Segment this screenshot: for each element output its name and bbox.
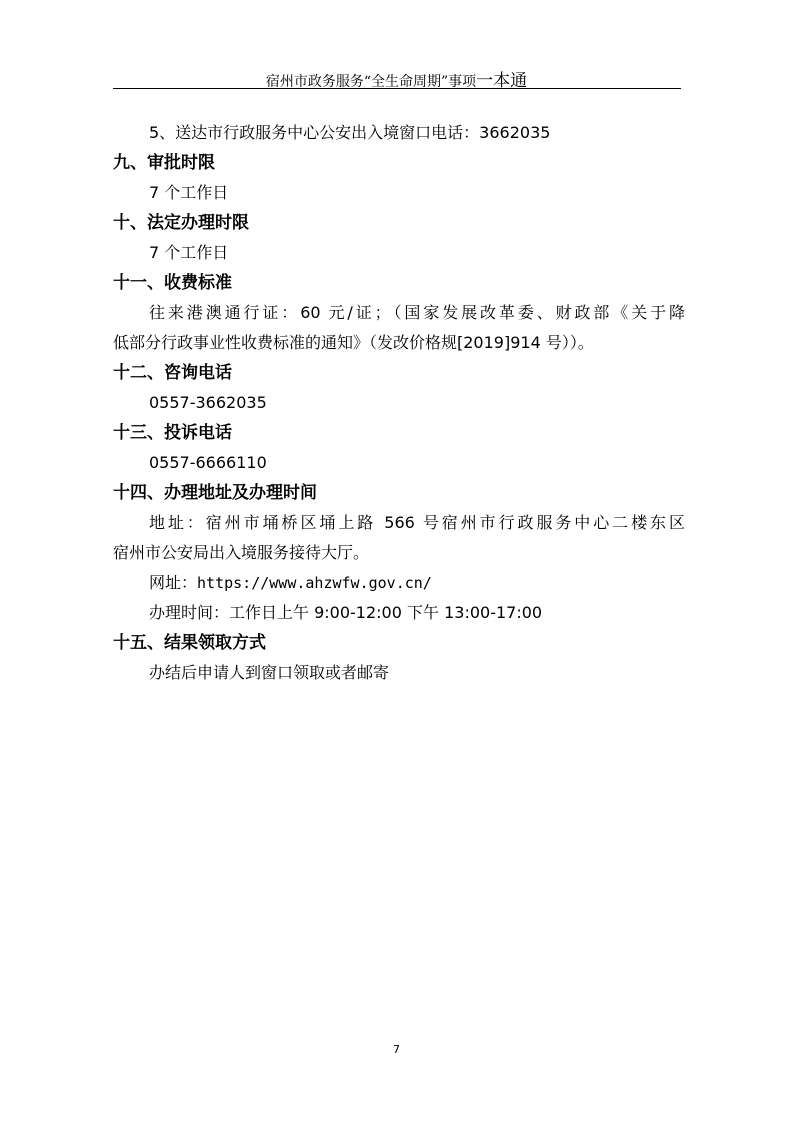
website-label: 网址：: [149, 573, 198, 592]
address-line1: 地址：宿州市埇桥区埇上路 566 号宿州市行政服务中心二楼东区: [149, 513, 685, 532]
header-divider: [113, 88, 681, 89]
fee-text-line1: 往来港澳通行证：60 元/证；（国家发展改革委、财政部《关于降: [149, 303, 685, 322]
send-contact-line: 5、送达市行政服务中心公安出入境窗口电话：3662035: [149, 123, 551, 142]
section-fee-heading: 十一、收费标准: [113, 273, 232, 293]
header-title: 宿州市政务服务“全生命周期”事项: [265, 74, 477, 90]
page-number: 7: [393, 1043, 400, 1056]
hours-line: [113, 598, 685, 628]
hours-text: 工作日上午 9:00-12:00 下午 13:00-17:00: [229, 603, 543, 622]
fee-text-line2: 低部分行政事业性收费标准的通知》（发改价格规[2019]914 号））。: [113, 333, 594, 352]
document-body: [113, 118, 685, 688]
complaint-phone: 0557-6666110: [149, 453, 267, 472]
address-line2: 宿州市公安局出入境服务接待大厅。: [113, 543, 370, 562]
section-result-pickup-heading: 十五、结果领取方式: [113, 633, 266, 653]
website-line: [113, 568, 685, 598]
approval-time-text: 7 个工作日: [149, 183, 229, 202]
legal-time-text: 7 个工作日: [149, 243, 229, 262]
section-approval-time-heading: 九、审批时限: [113, 153, 215, 173]
website-link[interactable]: https://www.ahzwfw.gov.cn/: [197, 574, 432, 592]
section-legal-time-heading: 十、法定办理时限: [113, 213, 249, 233]
header-title-suffix: 一本通: [476, 71, 528, 91]
inquiry-phone: 0557-3662035: [149, 393, 267, 412]
hours-label: 办理时间：: [149, 603, 230, 622]
section-inquiry-phone-heading: 十二、咨询电话: [113, 363, 232, 383]
section-address-hours-heading: 十四、办理地址及办理时间: [113, 483, 317, 503]
section-complaint-phone-heading: 十三、投诉电话: [113, 423, 232, 443]
result-pickup-text: 办结后申请人到窗口领取或者邮寄: [149, 663, 390, 682]
